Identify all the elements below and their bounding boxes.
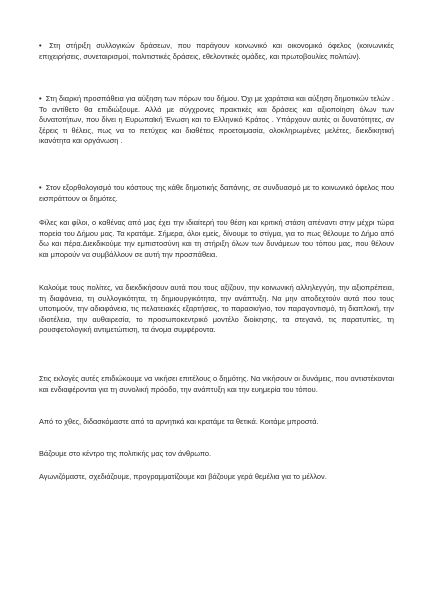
bullet-text-3: Στον εξορθολογισμό του κόστους της κάθε δημοτικής δαπάνης, σε συνδυασμό με το κοινωνικό όφελος που εισπράττουν οι δημότες. xyxy=(39,183,394,203)
bullet-text-1: Στη στήριξη συλλογικών δράσεων, που παράγουν κοινωνικό και οικονομικό όφελος (κοινωνικές επιχειρήσεις, συνεταιρισμοί, πολιτιστικές δράσεις, εθελοντικές ομάδες, και πρωτοβουλίες πολιτών). xyxy=(39,41,394,61)
bullet-marker: • xyxy=(39,41,42,50)
paragraph-1: Φίλες και φίλοι, ο καθένας από μας έχει την ιδιαίτερή του θέση και κριτική στάση απέναντι στην μέχρι τώρα πορεία του Δήμου μας. Τα κρατάμε. Σήμερα, όλοι εμείς, δίνουμε το στίγμα, για το πως θέλουμε το Δήμο από δω και πέρα.Διεκδικούμε την εμπιστοσύνη και τη στήριξη όλων των δυνάμεων του τόπου μας, που θέλουν και μπορούν να συμβάλλουν σε αυτή την προσπάθεια. xyxy=(39,218,394,259)
paragraph-6: Αγωνιζόμαστε, σχεδιάζουμε, προγραμματίζουμε και βάζουμε γερά θεμέλια για το μέλλον. xyxy=(39,472,327,481)
paragraph-5: Βάζουμε στο κέντρο της πολιτικής μας τον άνθρωπο. xyxy=(39,449,212,458)
bullet-marker: • xyxy=(39,94,42,103)
bullet-marker: • xyxy=(39,183,42,192)
bullet-item-1 xyxy=(39,41,394,62)
paragraph-3: Στις εκλογές αυτές επιδιώκουμε να νικήσει επιτέλους ο δημότης. Να νικήσουν οι δυνάμεις, που αντιστέκονται και ενδιαφέρονται για τη συνολική πρόοδο, την ανάπτυξη και την ευημερία του τόπου. xyxy=(39,374,394,394)
paragraph-2: Καλούμε τους πολίτες, να διεκδικήσουν αυτά που τους αξίζουν, την κοινωνική αλληλεγγύη, την αξιοπρέπεια, τη διαφάνεια, τη συλλογικότητα, τη δημιουργικότητα, την ανάπτυξη. Να μην αποδεχτούν αυτά που τους υποτιμούν, την αδιαφάνεια, τις πελατειακές εξαρτήσεις, το παρασκήνιο, τον παραγοντισμό, τη διαπλοκή, την ιδιοτέλεια, την αυθαιρεσία, το προσωποκεντρικό μοντέλο διοίκησης, τα στεγανά, τις παρατυπίες, τη ρουσφετολογική αντιμετώπιση, τα άνομα συμφέροντα. xyxy=(39,283,394,335)
bullet-item-2 xyxy=(39,94,394,147)
bullet-item-3 xyxy=(39,183,394,204)
paragraph-4: Από το χθες, διδασκόμαστε από τα αρνητικά και κρατάμε τα θετικά. Κοιτάμε μπροστά. xyxy=(39,417,319,426)
bullet-text-2: Στη διαρκή προσπάθεια για αύξηση των πόρων του δήμου. Όχι με χαράτσια και αύξηση δημοτικών τελών . Το αντίθετο θα επιδιώξουμε. Αλλά με σύγχρονες πρακτικές και δράσεις και αξιοποίηση όλων των δυνατοτήτων, που δίνει η Ευρωπαϊκή Ένωση και το Ελληνικό Κράτος . Υπάρχουν αυτές οι δυνατότητες, αν ξέρεις τι θέλεις, πως να το πετύχεις και διαθέτεις προετοιμασία, ολοκληρωμένες μελέτες, διεκδικητική ικανότητα και οργάνωση . xyxy=(39,94,394,146)
